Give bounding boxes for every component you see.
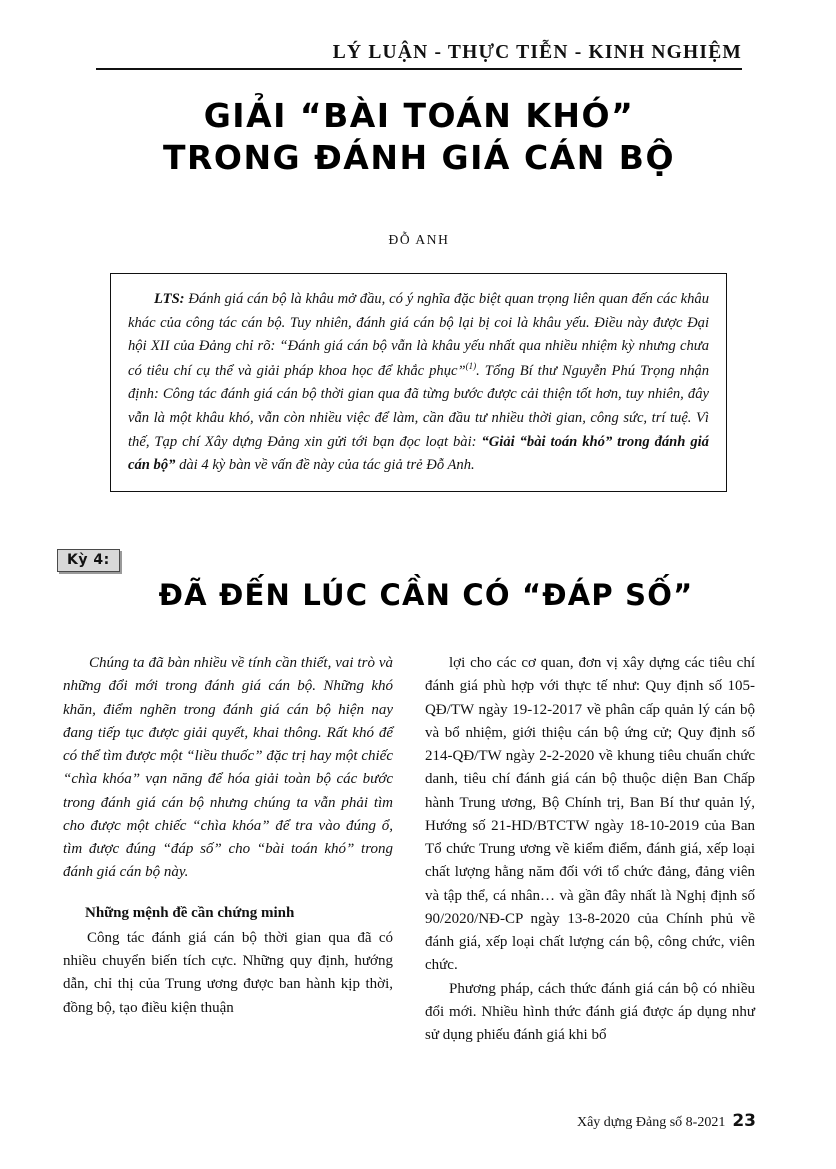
editor-note-text bbox=[128, 288, 709, 478]
article-title bbox=[96, 95, 742, 179]
episode-badge: Kỳ 4: bbox=[57, 549, 120, 572]
author-byline: ĐỖ ANH bbox=[388, 232, 450, 247]
lead-paragraph: Chúng ta đã bàn nhiều về tính cần thiết, vai trò và những đổi mới trong đánh giá cán bộ. Những khó khăn, điểm nghẽn trong đánh giá cán bộ hiện nay đang tiếp tục được giải quyết, khai thông. Rất khó để có thể tìm được một “liều thuốc” đặc trị hay một chiếc “chìa khóa” vạn năng để hóa giải toàn bộ các bước trong đánh giá cán bộ nhưng chúng ta vẫn phải tìm cho được một chiếc “chìa khóa” để tra vào đúng ổ, tìm được đúng “đáp số” cho “bài toán khó” trong đánh giá cán bộ này. bbox=[63, 655, 393, 881]
editor-note-body-1: Đánh giá cán bộ là khâu mở đầu, có ý nghĩa đặc biệt quan trọng liên quan đến các khâu khác của công tác cán bộ. Tuy nhiên, đánh giá cán bộ lại bị coi là khâu yếu. Điều này được Đại hội XII của Đảng chỉ rõ: “Đánh giá cán bộ vẫn là khâu yếu nhất qua nhiều nhiệm kỳ nhưng chưa có tiêu chí cụ thể và giải pháp khoa học để khắc phục” bbox=[128, 291, 709, 379]
footer-source: Xây dựng Đảng số 8-2021 bbox=[576, 1115, 726, 1130]
subheading: Những mệnh đề cần chứng minh bbox=[85, 904, 295, 921]
editor-note-body-3: dài 4 kỳ bàn về vấn đề này của tác giả trẻ Đỗ Anh. bbox=[175, 457, 475, 474]
right-paragraph-2: Phương pháp, cách thức đánh giá cán bộ có nhiều đổi mới. Nhiều hình thức đánh giá được áp dụng như sử dụng phiếu đánh giá khi bổ bbox=[425, 980, 755, 1043]
article-title-line-2: TRONG ĐÁNH GIÁ CÁN BỘ bbox=[162, 138, 676, 178]
running-head bbox=[96, 42, 742, 70]
article-title-line-1: GIẢI “BÀI TOÁN KHÓ” bbox=[203, 96, 635, 135]
left-paragraph-1: Công tác đánh giá cán bộ thời gian qua đã có nhiều chuyển biến tích cực. Những quy định, hướng dẫn, chỉ thị của Trung ương được ban hành kịp thời, đồng bộ, tạo điều kiện thuận bbox=[63, 929, 393, 1016]
editor-note-label: LTS: bbox=[154, 291, 185, 307]
right-paragraph-1: lợi cho các cơ quan, đơn vị xây dựng các tiêu chí đánh giá phù hợp với thực tế như: Quy định số 105-QĐ/TW ngày 19-12-2017 về phân cấp quản lý cán bộ và bổ nhiệm, giới thiệu cán bộ ứng cử; Quy định số 214-QĐ/TW ngày 2-2-2020 về khung tiêu chuẩn chức danh, tiêu chí đánh giá cán bộ thuộc diện Ban Chấp hành Trung ương, Bộ Chính trị, Ban Bí thư quản lý, Hướng số 21-HD/BTCTW ngày 18-10-2019 của Ban Tổ chức Trung ương về kiểm điểm, đánh giá, xếp loại chất lượng hằng năm đối với tổ chức đảng, đảng viên và tập thể, cá nhân… và gần đây nhất là Nghị định số 90/2020/NĐ-CP ngày 13-8-2020 của Chính phủ về đánh giá, xếp loại chất lượng cán bộ, công chức, viên chức. bbox=[425, 655, 755, 974]
column-right bbox=[425, 652, 755, 1047]
editor-note-box bbox=[110, 273, 727, 492]
page-footer bbox=[577, 1111, 756, 1131]
body-columns bbox=[63, 652, 753, 1102]
editor-note-footnote-marker: (1) bbox=[465, 360, 477, 371]
editor-note-series-title: “Giải “bài toán khó” trong đánh giá cán bộ” bbox=[128, 433, 709, 474]
section-title: ĐÃ ĐẾN LÚC CẦN CÓ “ĐÁP SỐ” bbox=[158, 578, 694, 612]
page-number: 23 bbox=[732, 1111, 756, 1131]
running-head-text: LÝ LUẬN - THỰC TIỄN - KINH NGHIỆM bbox=[332, 42, 742, 63]
editor-note-body-2: . Tổng Bí thư Nguyễn Phú Trọng nhận định: Công tác đánh giá cán bộ thời gian qua đã từng bước được cải thiện tốt hơn, tuy nhiên, đây vẫn là một khâu khó, vẫn còn nhiều việc để làm, cần đầu tư nhiều thời gian, công sức, trí tuệ. Vì thế, Tạp chí Xây dựng Đảng xin gửi tới bạn đọc loạt bài: bbox=[128, 362, 709, 450]
column-left bbox=[63, 652, 393, 1020]
